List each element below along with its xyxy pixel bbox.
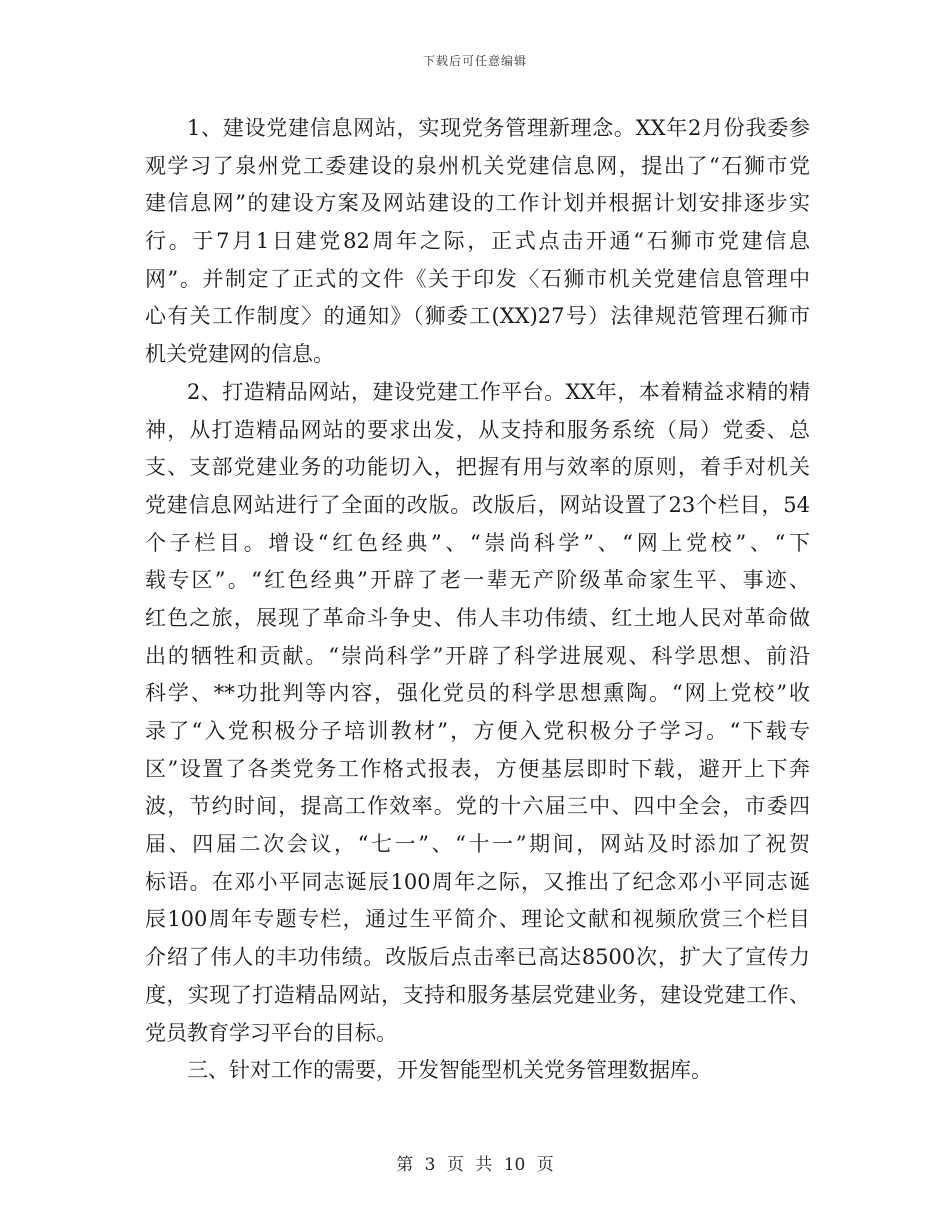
- paragraph-line: 三、针对工作的需要，开发智能型机关党务管理数据库。: [187, 1058, 712, 1083]
- paragraph-line: 观学习了泉州党工委建设的泉州机关党建信息网，提出了“石狮市党: [145, 153, 810, 178]
- paragraph-line: 党员教育学习平台的目标。: [145, 1020, 397, 1045]
- paragraph-line: 神，从打造精品网站的要求出发，从支持和服务系统（局）党委、总: [145, 417, 810, 442]
- paragraph-line: 波，节约时间，提高工作效率。党的十六届三中、四中全会，市委四: [145, 794, 810, 819]
- paragraph-line: 届、四届二次会议，“七一”、“十一”期间，网站及时添加了祝贺: [145, 832, 810, 857]
- page-footer: 第 3 页 共 10 页: [396, 1155, 554, 1175]
- paragraph-line: 个子栏目。增设“红色经典”、“崇尚科学”、“网上党校”、“下: [145, 530, 810, 555]
- paragraph-line: 辰100周年专题专栏，通过生平简介、理论文献和视频欣赏三个栏目: [145, 907, 810, 932]
- paragraph-1: [145, 110, 810, 374]
- paragraph-line: 2、打造精品网站，建设党建工作平台。XX年，本着精益求精的精: [187, 379, 810, 404]
- paragraph-line: 标语。在邓小平同志诞辰100周年之际，又推出了纪念邓小平同志诞: [145, 869, 810, 894]
- paragraph-line: 介绍了伟人的丰功伟绩。改版后点击率已高达8500次，扩大了宣传力: [145, 945, 810, 970]
- section-heading-3: [145, 1052, 810, 1090]
- document-body: [145, 110, 810, 1090]
- paragraph-line: 建信息网”的建设方案及网站建设的工作计划并根据计划安排逐步实: [145, 191, 810, 216]
- paragraph-line: 区”设置了各类党务工作格式报表，方便基层即时下载，避开上下奔: [145, 756, 810, 781]
- paragraph-line: 科学、**功批判等内容，强化党员的科学思想熏陶。“网上党校”收: [145, 681, 810, 706]
- paragraph-line: 党建信息网站进行了全面的改版。改版后，网站设置了23个栏目，54: [145, 492, 810, 517]
- paragraph-line: 度，实现了打造精品网站，支持和服务基层党建业务，建设党建工作、: [145, 982, 810, 1007]
- paragraph-line: 录了“入党积极分子培训教材”，方便入党积极分子学习。“下载专: [145, 719, 810, 743]
- paragraph-line: 1、建设党建信息网站，实现党务管理新理念。XX年2月份我委参: [187, 116, 810, 140]
- paragraph-line: 行。于7月1日建党82周年之际，正式点击开通“石狮市党建信息: [145, 229, 810, 254]
- paragraph-line: 网”。并制定了正式的文件《关于印发〈石狮市机关党建信息管理中: [145, 266, 810, 291]
- paragraph-line: 心有关工作制度〉的通知》（狮委工(XX)27号）法律规范管理石狮市: [145, 304, 810, 329]
- paragraph-line: 红色之旅，展现了革命斗争史、伟人丰功伟绩、红土地人民对革命做: [145, 605, 810, 630]
- paragraph-line: 支、支部党建业务的功能切入，把握有用与效率的原则，着手对机关: [145, 455, 810, 480]
- paragraph-line: 机关党建网的信息。: [145, 342, 334, 367]
- page-header: 下载后可任意编辑: [422, 54, 527, 68]
- paragraph-line: 出的牺牲和贡献。“崇尚科学”开辟了科学进展观、科学思想、前沿: [145, 643, 810, 668]
- paragraph-line: 载专区”。“红色经典”开辟了老一辈无产阶级革命家生平、事迹、: [145, 568, 810, 593]
- paragraph-2: [145, 374, 810, 1052]
